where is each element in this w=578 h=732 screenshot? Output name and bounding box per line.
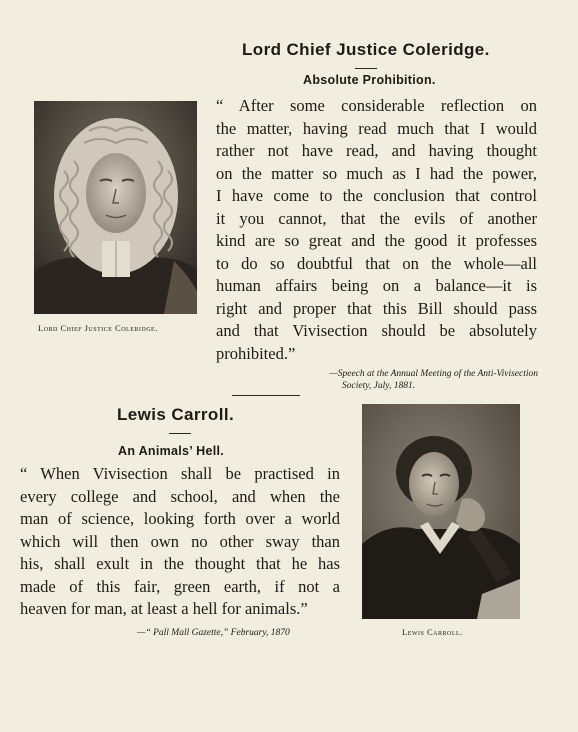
coleridge-portrait [34, 101, 197, 314]
quote-line: it you cannot, that the evils of another [216, 208, 537, 228]
quote-line: kind are so great and the good it professes [216, 231, 537, 250]
quote-line: which will then own no other sway than [20, 531, 340, 551]
carroll-source: —“ Pall Mall Gazette,” February, 1870 [137, 628, 290, 638]
quote-line: the matter, having read much that I would [216, 118, 537, 138]
section-divider [232, 395, 300, 396]
heading-rule [169, 433, 191, 434]
quote-line: right and proper that this Bill should pass [216, 298, 537, 318]
carroll-quote [20, 463, 340, 621]
quote-line: to do so doubtful that on the whole—all [216, 253, 537, 273]
quote-line: on the matter so much as I had the power, [216, 163, 537, 183]
source-line: Society, July, 1881. [342, 381, 416, 391]
coleridge-subheading: Absolute Prohibition. [303, 73, 436, 87]
quote-line: rather not have read, and having thought [216, 141, 537, 160]
quote-line: I have come to the conclusion that control [216, 186, 537, 205]
coleridge-heading: Lord Chief Justice Coleridge. [242, 40, 490, 59]
carroll-portrait [362, 404, 520, 619]
carroll-caption: Lewis Carroll. [402, 627, 463, 637]
quote-line: man of science, looking forth over a world [20, 509, 340, 528]
quote-line: his, shall exult in the thought that he has [20, 554, 340, 573]
quote-line: human affairs being on a balance—it is [216, 276, 537, 295]
source-line: —Speech at the Annual Meeting of the Anti-Vivisection [329, 369, 538, 379]
heading-rule [355, 68, 377, 69]
carroll-heading: Lewis Carroll. [117, 405, 235, 424]
carroll-subheading: An Animals’ Hell. [118, 444, 225, 458]
quote-line: and that Vivisection should be absolutely [216, 321, 537, 340]
coleridge-caption: Lord Chief Justice Coleridge. [38, 323, 158, 333]
quote-line: every college and school, and when the [20, 486, 340, 506]
quote-line: prohibited.” [216, 343, 296, 363]
coleridge-quote [216, 95, 537, 365]
coleridge-source [254, 368, 538, 392]
quote-line: “ When Vivisection shall be practised in [20, 464, 340, 483]
quote-line: heaven for man, at least a hell for animals.” [20, 599, 308, 618]
quote-line: “ After some considerable reflection on [216, 96, 537, 115]
quote-line: made of this fair, green earth, if not a [20, 576, 340, 596]
